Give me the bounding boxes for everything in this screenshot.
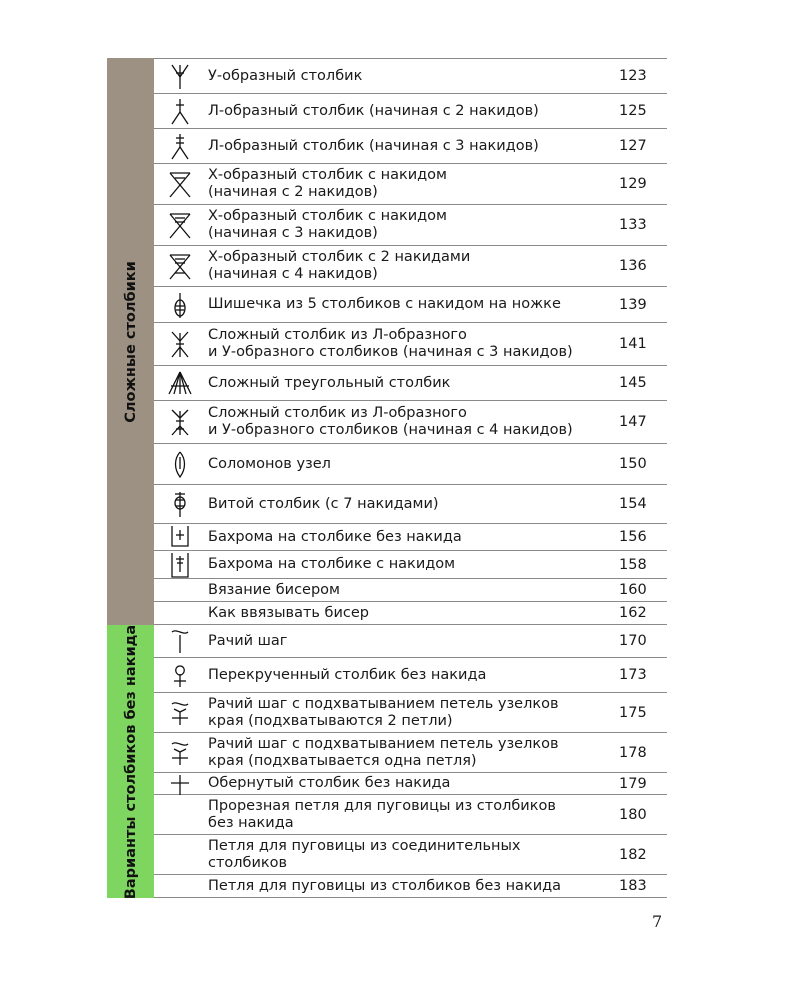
entry-page: 182 xyxy=(619,846,647,863)
entry-page: 162 xyxy=(619,605,647,621)
toc-entry[interactable] xyxy=(154,401,667,444)
toc-entry[interactable] xyxy=(154,524,667,551)
entry-label: Бахрома на столбике без накида xyxy=(208,528,462,545)
entry-label: Перекрученный столбик без накида xyxy=(208,666,487,683)
empty-icon-cell xyxy=(154,875,206,897)
x-stitch-4-icon xyxy=(154,246,206,286)
toc-entry[interactable] xyxy=(154,94,667,129)
page-number: 7 xyxy=(652,912,663,931)
bobble-icon xyxy=(154,287,206,322)
toc-entry[interactable] xyxy=(154,444,667,485)
fringe-dc-icon xyxy=(154,551,206,578)
entry-label: Л-образный столбик (начиная с 3 накидов) xyxy=(208,137,539,154)
toc-entry[interactable] xyxy=(154,551,667,579)
x-stitch-2-icon xyxy=(154,164,206,204)
lambda-stitch-2-icon xyxy=(154,94,206,128)
entry-page: 139 xyxy=(619,296,647,313)
toc-entry[interactable] xyxy=(154,287,667,323)
entry-label: Сложный треугольный столбик xyxy=(208,374,451,391)
crab-stitch-1-icon xyxy=(154,733,206,772)
toc-entry[interactable] xyxy=(154,795,667,835)
twisted-stitch-icon xyxy=(154,485,206,523)
toc-section xyxy=(107,58,667,625)
empty-icon-cell xyxy=(154,579,206,601)
entry-page: 141 xyxy=(619,336,647,352)
complex-stitch-3-icon xyxy=(154,323,206,365)
entry-page: 127 xyxy=(619,138,647,154)
entry-page: 147 xyxy=(619,414,647,430)
entry-label: Петля для пуговицы из столбиков без накида xyxy=(208,877,562,894)
triangle-stitch-icon xyxy=(154,366,206,400)
solomon-knot-icon xyxy=(154,444,206,484)
entry-label: Прорезная петля для пуговицы из столбиков без накида xyxy=(208,797,556,831)
entry-page: 170 xyxy=(619,633,647,649)
toc-section xyxy=(107,625,667,898)
toc-entry[interactable] xyxy=(154,693,667,733)
entry-label: Как ввязывать бисер xyxy=(208,604,370,621)
entry-label: Л-образный столбик (начиная с 2 накидов) xyxy=(208,102,539,119)
twisted-sc-icon xyxy=(154,658,206,692)
entry-page: 136 xyxy=(619,258,647,274)
entry-label: Шишечка из 5 столбиков с накидом на ножке xyxy=(208,296,561,312)
entry-page: 154 xyxy=(619,496,647,512)
toc-entry[interactable] xyxy=(154,835,667,875)
entry-page: 175 xyxy=(619,704,647,721)
wrapped-sc-icon xyxy=(154,773,206,794)
entry-label: Вязание бисером xyxy=(208,581,340,598)
toc-entry[interactable] xyxy=(154,164,667,205)
section-title: Сложные столбики xyxy=(122,260,139,423)
empty-icon-cell xyxy=(154,602,206,624)
toc-entry[interactable] xyxy=(154,246,667,287)
entry-page: 145 xyxy=(619,375,647,391)
entry-label: У-образный столбик xyxy=(208,67,363,84)
toc-entry[interactable] xyxy=(154,205,667,246)
entry-label: Рачий шаг с подхватыванием петель узелков края (подхватывается одна петля) xyxy=(208,735,559,769)
entry-page: 129 xyxy=(619,176,647,192)
empty-icon-cell xyxy=(154,795,206,834)
entry-label: Бахрома на столбике с накидом xyxy=(208,556,456,572)
lambda-stitch-3-icon xyxy=(154,129,206,163)
entry-page: 173 xyxy=(619,667,647,683)
toc-entry[interactable] xyxy=(154,733,667,773)
toc-entry[interactable] xyxy=(154,59,667,94)
toc-entry[interactable] xyxy=(154,602,667,625)
toc-entry[interactable] xyxy=(154,875,667,898)
entry-page: 125 xyxy=(619,103,647,119)
entry-page: 178 xyxy=(619,744,647,761)
entry-label: Витой столбик (с 7 накидами) xyxy=(208,495,439,512)
toc-entry[interactable] xyxy=(154,323,667,366)
toc-entry[interactable] xyxy=(154,129,667,164)
entry-page: 160 xyxy=(619,582,647,598)
toc-entry[interactable] xyxy=(154,625,667,658)
table-of-contents xyxy=(107,58,667,898)
section-tab xyxy=(107,625,154,898)
entry-page: 133 xyxy=(619,217,647,233)
entry-label: Петля для пуговицы из соединительных столбиков xyxy=(208,837,521,871)
toc-entry[interactable] xyxy=(154,485,667,524)
entry-label: Соломонов узел xyxy=(208,455,331,472)
entry-page: 158 xyxy=(619,556,647,573)
entry-page: 156 xyxy=(619,529,647,545)
entry-label: Х-образный столбик с накидом (начиная с 2 накидов) xyxy=(208,167,447,200)
entry-label: Сложный столбик из Л-образного и У-образного столбиков (начиная с 4 накидов) xyxy=(208,405,573,438)
complex-stitch-4-icon xyxy=(154,401,206,443)
fringe-sc-icon xyxy=(154,524,206,550)
entry-label: Сложный столбик из Л-образного и У-образного столбиков (начиная с 3 накидов) xyxy=(208,327,573,360)
entry-label: Х-образный столбик с накидом (начиная с 3 накидов) xyxy=(208,208,447,241)
toc-entry[interactable] xyxy=(154,366,667,401)
entry-label: Рачий шаг xyxy=(208,632,288,649)
entry-page: 179 xyxy=(619,775,647,792)
section-title: Варианты столбиков без накида xyxy=(122,624,139,899)
entry-page: 150 xyxy=(619,456,647,472)
entry-page: 183 xyxy=(619,878,647,894)
empty-icon-cell xyxy=(154,835,206,874)
toc-entry[interactable] xyxy=(154,773,667,795)
toc-entry[interactable] xyxy=(154,579,667,602)
entry-label: Х-образный столбик с 2 накидами (начиная с 4 накидов) xyxy=(208,249,471,282)
toc-entry[interactable] xyxy=(154,658,667,693)
entry-label: Рачий шаг с подхватыванием петель узелков края (подхватываются 2 петли) xyxy=(208,695,559,729)
y-stitch-icon xyxy=(154,59,206,93)
x-stitch-3-icon xyxy=(154,205,206,245)
entry-label: Обернутый столбик без накида xyxy=(208,775,451,791)
entry-page: 180 xyxy=(619,806,647,823)
crab-stitch-2-icon xyxy=(154,693,206,732)
entry-page: 123 xyxy=(619,68,647,84)
section-tab xyxy=(107,58,154,625)
crab-stitch-icon xyxy=(154,625,206,657)
